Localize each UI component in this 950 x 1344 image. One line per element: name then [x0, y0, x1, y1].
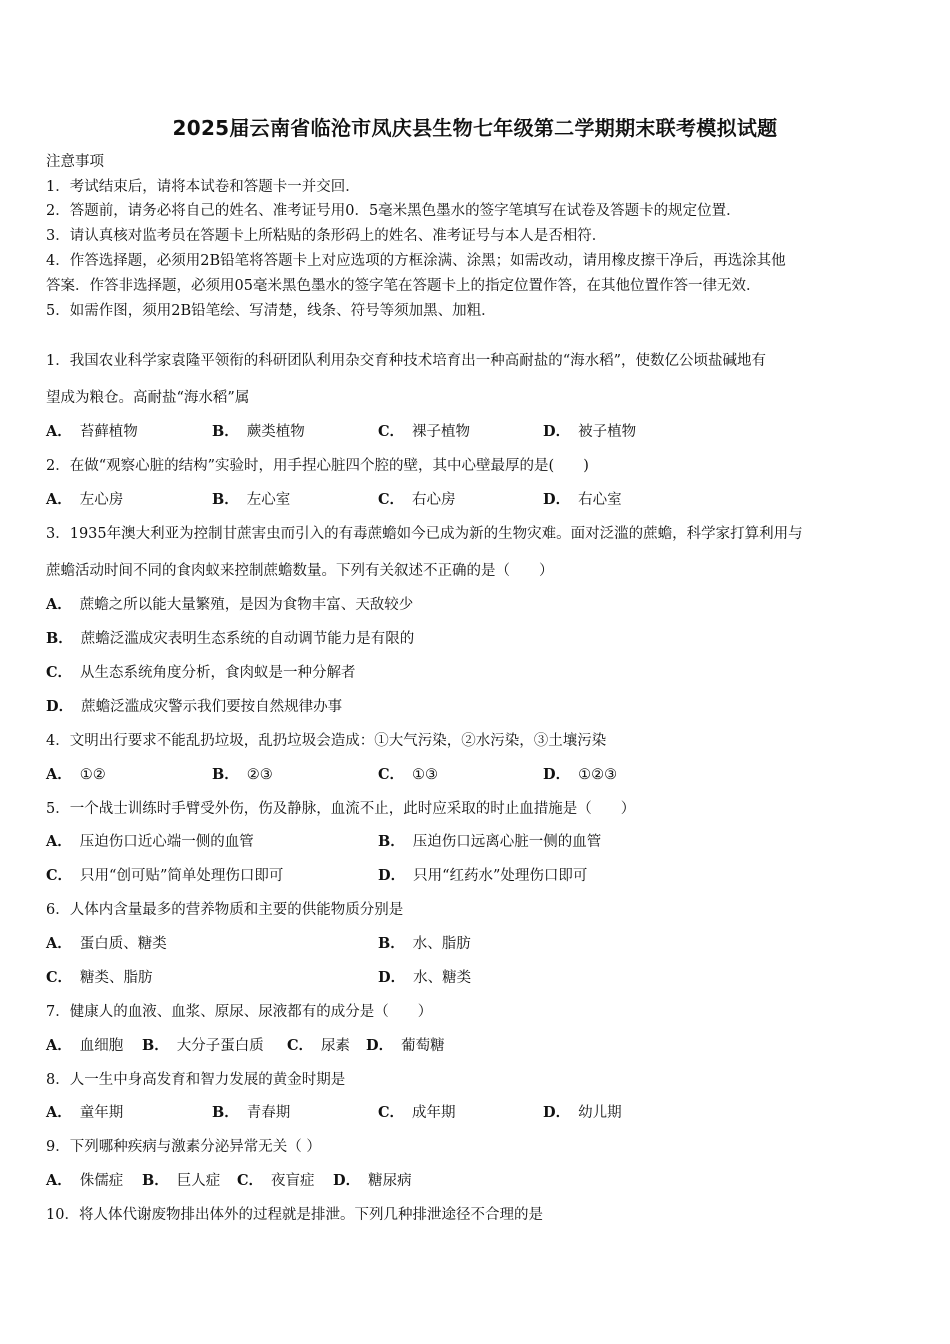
question-1-option-a: A． 苔藓植物 — [46, 423, 138, 440]
question-3-stem: 蔗蟾活动时间不同的食肉蚁来控制蔗蟾数量。下列有关叙述不正确的是（ ） — [46, 563, 554, 579]
question-4-stem: 4．文明出行要求不能乱扔垃圾，乱扔垃圾会造成：①大气污染，②水污染，③土壤污染 — [46, 733, 607, 749]
question-3-stem: 3．1935年澳大利亚为控制甘蔗害虫而引入的有毒蔗蟾如今已成为新的生物灾难。面对泛滥的蔗蟾，科学家打算利用与 — [46, 526, 803, 542]
question-4-option-b: B． ②③ — [212, 766, 273, 783]
question-2-stem: 2．在做“观察心脏的结构”实验时，用手捏心脏四个腔的壁，其中心壁最厚的是( ) — [46, 458, 589, 474]
question-3-option-d: D． 蔗蟾泛滥成灾警示我们要按自然规律办事 — [46, 698, 343, 715]
question-1-option-b: B． 蕨类植物 — [212, 423, 305, 440]
question-7-option-d: D． 葡萄糖 — [366, 1037, 445, 1054]
question-9-stem: 9．下列哪种疾病与激素分泌异常无关（ ） — [46, 1139, 321, 1155]
notice-item: 答案．作答非选择题，必须用05毫米黑色墨水的签字笔在答题卡上的指定位置作答，在其他位置作答一律无效． — [46, 278, 761, 294]
notice-item: 5．如需作图，须用2B铅笔绘、写清楚，线条、符号等须加黑、加粗． — [46, 303, 496, 319]
notice-item: 1．考试结束后，请将本试卷和答题卡一并交回． — [46, 179, 360, 195]
question-1-option-c: C． 裸子植物 — [378, 423, 471, 440]
question-1-stem: 1．我国农业科学家袁隆平领衔的科研团队利用杂交育种技术培育出一种高耐盐的“海水稻”，使数亿公顷盐碱地有 — [46, 353, 767, 369]
question-1-option-d: D． 被子植物 — [543, 423, 637, 440]
question-8-option-b: B． 青春期 — [212, 1104, 291, 1121]
question-5-option-b: B． 压迫伤口远离心脏一侧的血管 — [378, 833, 602, 850]
question-9-option-d: D． 糖尿病 — [333, 1172, 412, 1189]
question-3-option-c: C． 从生态系统角度分析，食肉蚁是一种分解者 — [46, 664, 356, 681]
question-6-option-d: D． 水、糖类 — [378, 969, 472, 986]
notice-item: 3．请认真核对监考员在答题卡上所粘贴的条形码上的姓名、准考证号与本人是否相符． — [46, 228, 607, 244]
question-6-option-b: B． 水、脂肪 — [378, 935, 471, 952]
question-3-option-a: A． 蔗蟾之所以能大量繁殖，是因为食物丰富、天敌较少 — [46, 596, 414, 613]
question-7-option-c: C． 尿素 — [287, 1037, 351, 1054]
question-5-option-c: C． 只用“创可贴”简单处理伤口即可 — [46, 867, 284, 884]
question-3-option-b: B． 蔗蟾泛滥成灾表明生态系统的自动调节能力是有限的 — [46, 630, 415, 647]
question-6-option-c: C． 糖类、脂肪 — [46, 969, 153, 986]
notice-item: 2．答题前，请务必将自己的姓名、准考证号用0．5毫米黑色墨水的签字笔填写在试卷及答题卡的规定位置． — [46, 203, 741, 219]
page-title: 2025届云南省临沧市凤庆县生物七年级第二学期期末联考模拟试题 — [172, 116, 778, 140]
question-8-option-c: C． 成年期 — [378, 1104, 456, 1121]
question-4-option-c: C． ①③ — [378, 766, 439, 783]
question-5-option-a: A． 压迫伤口近心端一侧的血管 — [46, 833, 254, 850]
question-7-option-b: B． 大分子蛋白质 — [142, 1037, 264, 1054]
question-2-option-b: B． 左心室 — [212, 491, 291, 508]
question-2-option-c: C． 右心房 — [378, 491, 456, 508]
question-10-stem: 10．将人体代谢废物排出体外的过程就是排泄。下列几种排泄途径不合理的是 — [46, 1207, 543, 1223]
question-7-option-a: A． 血细胞 — [46, 1037, 124, 1054]
question-9-option-a: A． 侏儒症 — [46, 1172, 124, 1189]
question-4-option-d: D． ①②③ — [543, 766, 618, 783]
notice-heading: 注意事项 — [46, 154, 104, 170]
question-2-option-a: A． 左心房 — [46, 491, 124, 508]
question-8-stem: 8．人一生中身高发育和智力发展的黄金时期是 — [46, 1072, 346, 1088]
question-9-option-b: B． 巨人症 — [142, 1172, 221, 1189]
question-6-option-a: A． 蛋白质、糖类 — [46, 935, 167, 952]
question-9-option-c: C． 夜盲症 — [237, 1172, 315, 1189]
question-8-option-d: D． 幼儿期 — [543, 1104, 622, 1121]
question-2-option-d: D． 右心室 — [543, 491, 622, 508]
question-5-stem: 5．一个战士训练时手臂受外伤，伤及静脉，血流不止，此时应采取的时止血措施是（ ） — [46, 801, 636, 817]
question-7-stem: 7．健康人的血液、血浆、原尿、尿液都有的成分是（ ） — [46, 1004, 433, 1020]
question-5-option-d: D． 只用“红药水”处理伤口即可 — [378, 867, 588, 884]
question-4-option-a: A． ①② — [46, 766, 106, 783]
notice-item: 4．作答选择题，必须用2B铅笔将答题卡上对应选项的方框涂满、涂黑；如需改动，请用橡皮擦干净后，再选涂其他 — [46, 253, 786, 269]
question-6-stem: 6．人体内含量最多的营养物质和主要的供能物质分别是 — [46, 902, 404, 918]
question-1-stem: 望成为粮仓。高耐盐“海水稻”属 — [46, 390, 250, 406]
question-8-option-a: A． 童年期 — [46, 1104, 124, 1121]
